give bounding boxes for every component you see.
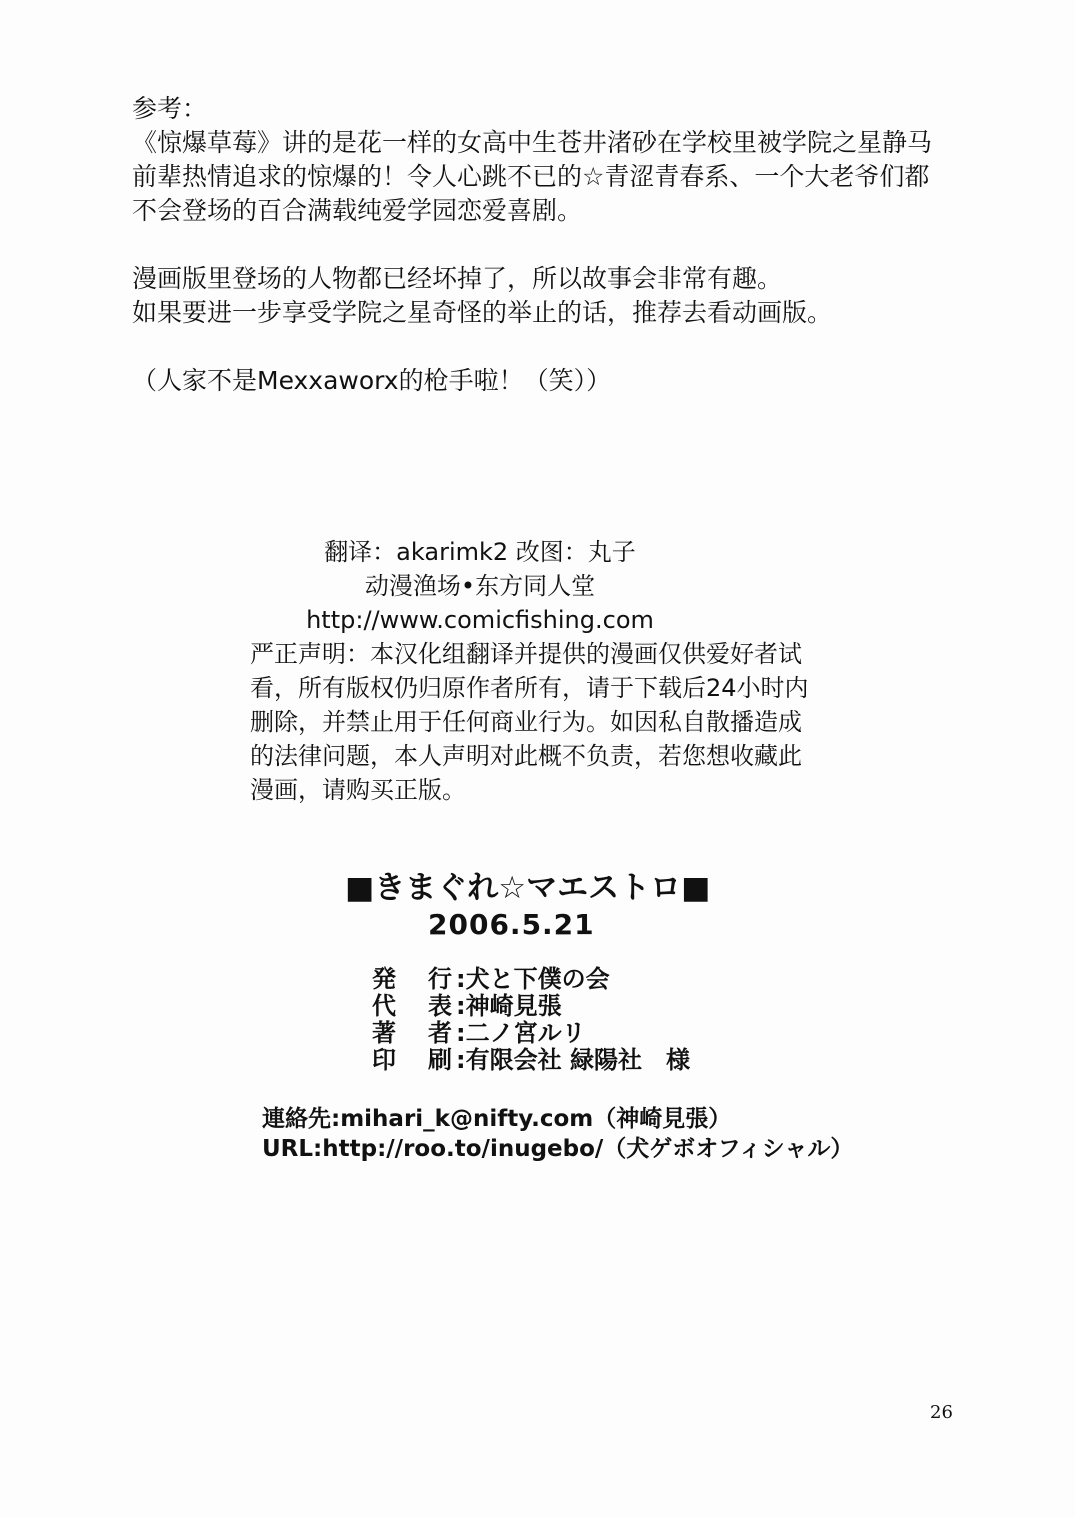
- group-name: 动漫渔场•东方同人堂: [364, 572, 596, 600]
- colophon: [372, 966, 690, 1074]
- publish-date: 2006.5.21: [428, 908, 595, 941]
- colophon-label: 発: [372, 965, 396, 993]
- translator-line: 翻译：akarimk2 改图：丸子: [324, 538, 636, 566]
- group-url: http://www.comicfishing.com: [306, 606, 654, 634]
- colophon-row: 発 行 : 犬と下僕の会: [372, 965, 610, 993]
- colophon-label: 表: [428, 992, 452, 1020]
- colophon-value: 有限会社 緑陽社 様: [465, 1046, 690, 1074]
- colophon-value: 神崎見張: [465, 992, 562, 1020]
- disclaimer-line: 删除，并禁止用于任何商业行为。如因私自散播造成: [250, 708, 802, 736]
- colophon-row: 代 表 : 神崎見張: [372, 992, 562, 1020]
- notes-line: 漫画版里登场的人物都已经坏掉了，所以故事会非常有趣。: [132, 264, 783, 293]
- notes-aside: （人家不是Mexxaworx的枪手啦！（笑））: [132, 366, 612, 395]
- book-title: ■きまぐれ☆マエストロ■: [345, 870, 711, 906]
- notes-line: 前辈热情追求的惊爆的！令人心跳不已的☆青涩青春系、一个大老爷们都: [132, 162, 930, 191]
- colophon-value: 犬と下僕の会: [465, 965, 610, 993]
- notes-line: 《惊爆草莓》讲的是花一样的女高中生苍井渚砂在学校里被学院之星静马: [132, 128, 933, 157]
- notes-section: [132, 92, 932, 398]
- colophon-value: 二ノ宮ルリ: [465, 1019, 586, 1047]
- colophon-label: 行: [428, 965, 452, 993]
- notes-heading: 参考：: [132, 94, 208, 123]
- colophon-label: 者: [428, 1019, 452, 1047]
- notes-line: 如果要进一步享受学院之星奇怪的举止的话，推荐去看动画版。: [132, 298, 833, 327]
- credits-section: [250, 535, 850, 807]
- page-number: 26: [930, 1402, 953, 1423]
- colophon-label: 印: [372, 1046, 396, 1074]
- disclaimer-line: 看，所有版权仍归原作者所有，请于下载后24小时内: [250, 674, 809, 702]
- notes-line: 不会登场的百合满载纯爱学园恋爱喜剧。: [132, 196, 583, 225]
- colophon-row: 印 刷 : 有限会社 緑陽社 様: [372, 1046, 690, 1074]
- contact-section: [262, 1104, 853, 1164]
- colophon-label: 刷: [428, 1046, 452, 1074]
- contact-email: 連絡先:mihari_k@nifty.com（神崎見張）: [262, 1106, 732, 1132]
- disclaimer-line: 的法律问题，本人声明对此概不负责，若您想收藏此: [250, 742, 802, 770]
- disclaimer-line: 严正声明：本汉化组翻译并提供的漫画仅供爱好者试: [250, 640, 802, 668]
- colophon-label: 著: [372, 1019, 396, 1047]
- colophon-label: 代: [372, 992, 396, 1020]
- colophon-row: 著 者 : 二ノ宮ルリ: [372, 1019, 586, 1047]
- disclaimer-line: 漫画，请购买正版。: [250, 776, 466, 804]
- contact-url: URL:http://roo.to/inugebo/（犬ゲボオフィシャル）: [262, 1136, 854, 1162]
